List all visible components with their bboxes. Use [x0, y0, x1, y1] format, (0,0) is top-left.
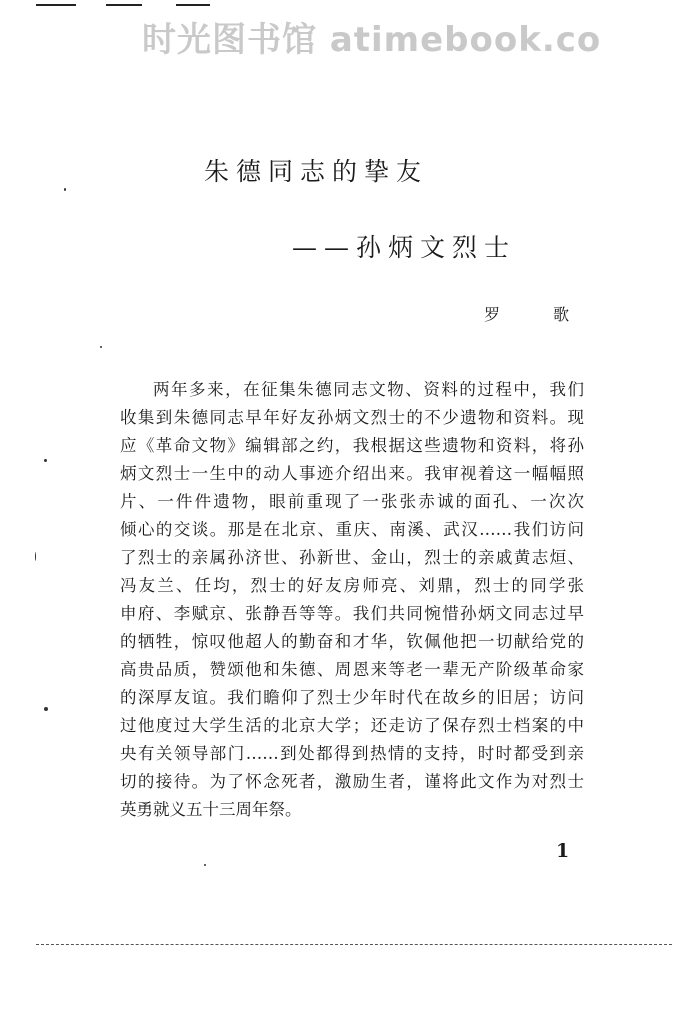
body-line: 了烈士的亲属孙济世、孙新世、金山，烈士的亲戚黄志烜、: [120, 548, 584, 567]
body-line: 收集到朱德同志早年好友孙炳文烈士的不少遗物和资料。现: [120, 408, 584, 427]
page-number: 1: [556, 840, 570, 862]
body-line: 倾心的交谈。那是在北京、重庆、南溪、武汉……我们访问: [120, 520, 584, 539]
article-title: 朱德同志的挚友: [204, 157, 429, 186]
body-line: 的牺牲，惊叹他超人的勤奋和才华，钦佩他把一切献给党的: [120, 632, 584, 651]
body-line: 央有关领导部门……到处都得到热情的支持，时时都受到亲: [120, 744, 584, 763]
body-line: 两年多来，在征集朱德同志文物、资料的过程中，我们: [153, 380, 584, 399]
body-line: 冯友兰、任均，烈士的好友房师亮、刘鼎，烈士的同学张: [120, 576, 584, 595]
body-line: 过他度过大学生活的北京大学；还走访了保存烈士档案的中: [120, 716, 584, 735]
scan-speck: [44, 707, 48, 711]
body-line: 片、一件件遗物，眼前重现了一张张赤诚的面孔、一次次: [120, 492, 584, 511]
top-rule-2: [106, 4, 142, 6]
body-line: 炳文烈士一生中的动人事迹介绍出来。我审视着这一幅幅照: [120, 464, 584, 483]
body-line: 申府、李赋京、张静吾等等。我们共同惋惜孙炳文同志过早: [120, 604, 584, 623]
article-author: 罗 歌: [484, 305, 594, 324]
top-rule-1: [36, 4, 76, 6]
top-rule-3: [176, 4, 210, 6]
body-line: 应《革命文物》编辑部之约，我根据这些遗物和资料，将孙: [120, 436, 584, 455]
body-line: 的深厚友谊。我们瞻仰了烈士少年时代在故乡的旧居；访问: [120, 688, 584, 707]
body-line: 英勇就义五十三周年祭。: [120, 800, 302, 819]
article-subtitle: ——孙炳文烈士: [292, 233, 517, 262]
watermark: 时光图书馆 atimebook.co: [142, 20, 602, 60]
scan-speck: [204, 864, 206, 866]
article-body: [120, 376, 584, 824]
bottom-rule: [36, 944, 672, 945]
scan-speck: [64, 188, 66, 191]
body-line: 切的接待。为了怀念死者，激励生者，谨将此文作为对烈士: [120, 772, 584, 791]
scan-speck: [44, 459, 47, 462]
scan-speck: [35, 552, 36, 561]
body-line: 高贵品质，赞颂他和朱德、周恩来等老一辈无产阶级革命家: [120, 660, 584, 679]
scan-speck: [100, 346, 102, 348]
